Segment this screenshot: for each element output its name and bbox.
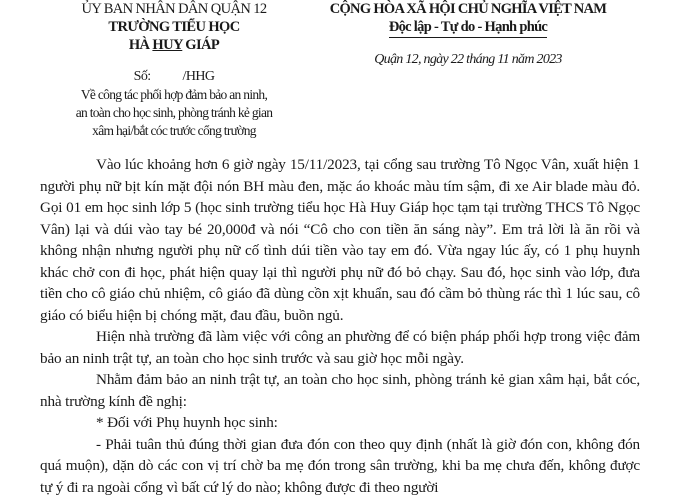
document-number-label: Số: bbox=[134, 69, 151, 84]
subject-line: an toàn cho học sinh, phòng tránh kẻ gian bbox=[54, 104, 294, 122]
document-subject bbox=[54, 86, 294, 140]
document-body bbox=[40, 154, 640, 498]
school-name-underlined: HUY bbox=[152, 37, 182, 53]
national-title: CỘNG HÒA XÃ HỘI CHỦ NGHĨA VIỆT NAM bbox=[318, 0, 618, 18]
document-date: Quận 12, ngày 22 tháng 11 năm 2023 bbox=[318, 51, 618, 69]
school-name-line1: TRƯỜNG TIỂU HỌC bbox=[54, 18, 294, 36]
paragraph-parent-guideline: - Phải tuân thủ đúng thời gian đưa đón con theo quy định (nhất là giờ đón con, không đón quá muộn), dặn dò các con vị trí chờ ba mẹ đón trong sân trường, khi ba mẹ chưa đến, không được tự ý đi ra ngoài cổng vì bất cứ lý do nào; không được đi theo người bbox=[40, 434, 640, 498]
paragraph-incident: Vào lúc khoảng hơn 6 giờ ngày 15/11/2023, tại cổng sau trường Tô Ngọc Vân, xuất hiện 1 người phụ nữ bịt kín mặt đội nón BH màu đen, mặc áo khoác màu tím sậm, đi xe Air blade màu đỏ. Gọi 01 em học sinh lớp 5 (học sinh trường tiểu học Hà Huy Giáp học tạm tại trường THCS Tô Ngọc Vân) lại và dúi vào tay bé 20,000đ và nói “Cô cho con tiền ăn sáng này”. Em trả lời là ăn rồi và không nhận nhưng người phụ nữ cố tình dúi tiền vào tay em đó. Vừa ngay lúc ấy, có 1 phụ huynh khác chở con đi học, phát hiện quay lại thì người phụ nữ đó bỏ chạy. Sau đó, học sinh vào lớp, đưa tiền cho cô giáo chủ nhiệm, cô giáo đã dùng cồn xịt khuẩn, sau đó cầm bỏ thùng rác thì 1 lúc sau, cô giáo có biểu hiện bị chóng mặt, đau đầu, buồn ngủ. bbox=[40, 154, 640, 326]
paragraph-police-coordination: Hiện nhà trường đã làm việc với công an phường để có biện pháp phối hợp trong việc đảm bảo an ninh trật tự, an toàn cho học sinh trước và sau giờ học mỗi ngày. bbox=[40, 326, 640, 369]
national-motto: Độc lập - Tự do - Hạnh phúc bbox=[389, 18, 547, 38]
document-number bbox=[54, 68, 294, 86]
school-name-part: HÀ bbox=[129, 37, 153, 53]
school-name-part: GIÁP bbox=[182, 37, 219, 53]
subject-line: xâm hại/bắt cóc trước cổng trường bbox=[54, 122, 294, 140]
issuing-agency-header bbox=[54, 0, 294, 140]
agency-name: ỦY BAN NHÂN DÂN QUẬN 12 bbox=[54, 0, 294, 18]
paragraph-request: Nhằm đảm bảo an ninh trật tự, an toàn cho học sinh, phòng tránh kẻ gian xâm hại, bắt cóc, nhà trường kính đề nghị: bbox=[40, 369, 640, 412]
section-heading-parents: * Đối với Phụ huynh học sinh: bbox=[40, 412, 640, 434]
subject-line: Về công tác phối hợp đảm bảo an ninh, bbox=[54, 86, 294, 104]
document-number-suffix: /HHG bbox=[183, 69, 215, 84]
national-header bbox=[318, 0, 618, 69]
school-name-line2 bbox=[54, 36, 294, 54]
